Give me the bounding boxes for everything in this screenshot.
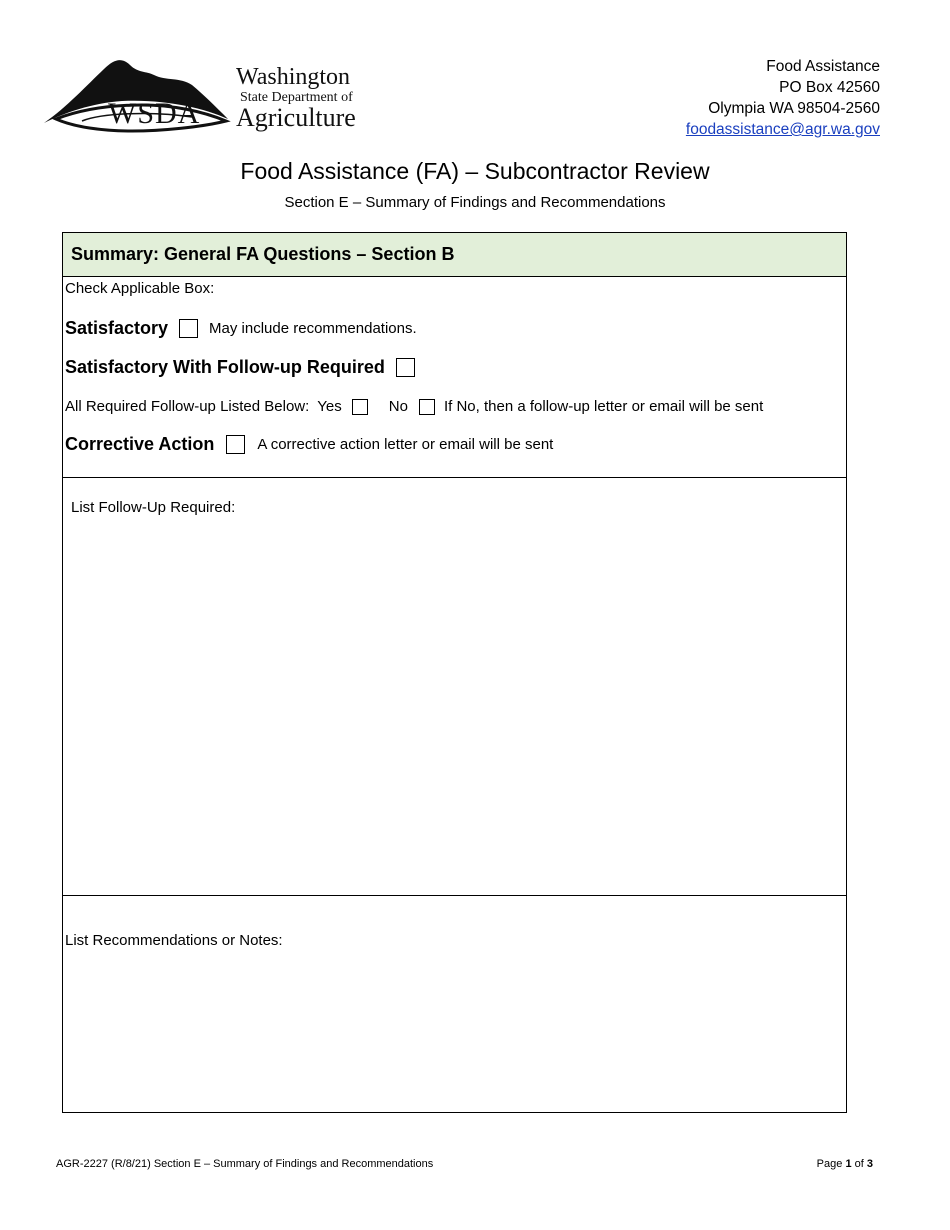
yes-checkbox[interactable] [352, 399, 368, 415]
all-required-row [65, 398, 763, 415]
wsda-logo [42, 55, 362, 137]
all-required-label: All Required Follow-up Listed Below: [65, 398, 310, 415]
page-title: Food Assistance (FA) – Subcontractor Review [240, 158, 710, 184]
address-line-2: PO Box 42560 [779, 79, 880, 96]
email-link[interactable]: foodassistance@agr.wa.gov [685, 121, 880, 138]
page-word: Page [816, 1158, 843, 1170]
corrective-row [65, 434, 553, 455]
followup-checkbox[interactable] [396, 358, 415, 377]
satisfactory-note: May include recommendations. [209, 320, 417, 337]
divider-followup [63, 477, 846, 478]
logo-wordmark [236, 65, 356, 131]
corrective-note: A corrective action letter or email will be sent [257, 436, 554, 453]
no-note: If No, then a follow-up letter or email will be sent [443, 398, 764, 415]
recommendations-label: List Recommendations or Notes: [65, 932, 283, 949]
address-line-3: Olympia WA 98504-2560 [708, 100, 880, 117]
followup-list-area[interactable] [63, 525, 846, 891]
page-subtitle: Section E – Summary of Findings and Recommendations [284, 194, 666, 211]
form-heading-bar [63, 233, 846, 277]
corrective-checkbox[interactable] [226, 435, 245, 454]
satisfactory-label: Satisfactory [65, 318, 169, 338]
page-current: 1 [845, 1158, 852, 1170]
page-total: 3 [866, 1158, 873, 1170]
followup-list-label: List Follow-Up Required: [71, 499, 236, 516]
yes-label: Yes [317, 398, 342, 415]
corrective-label: Corrective Action [65, 434, 215, 454]
followup-row [65, 357, 415, 378]
address-line-1: Food Assistance [766, 58, 880, 75]
followup-label: Satisfactory With Follow-up Required [65, 357, 385, 377]
satisfactory-row [65, 318, 417, 339]
footer-page-number [817, 1158, 873, 1170]
summary-form [62, 232, 847, 1113]
footer-form-id: AGR-2227 (R/8/21) Section E – Summary of Findings and Recommendations [56, 1158, 434, 1170]
no-label: No [388, 398, 408, 415]
logo-agriculture: Agriculture [236, 103, 356, 132]
divider-recommendations [63, 895, 846, 896]
recommendations-area[interactable] [63, 957, 846, 1107]
form-heading: Summary: General FA Questions – Section B [71, 244, 455, 264]
logo-state-department: State Department of [240, 90, 353, 105]
page-of: of [854, 1158, 864, 1170]
satisfactory-checkbox[interactable] [179, 319, 198, 338]
no-checkbox[interactable] [419, 399, 435, 415]
check-applicable-label: Check Applicable Box: [65, 280, 215, 297]
logo-washington: Washington [236, 64, 351, 90]
address-block [686, 56, 880, 140]
logo-wsda-text: WSDA [108, 97, 201, 130]
